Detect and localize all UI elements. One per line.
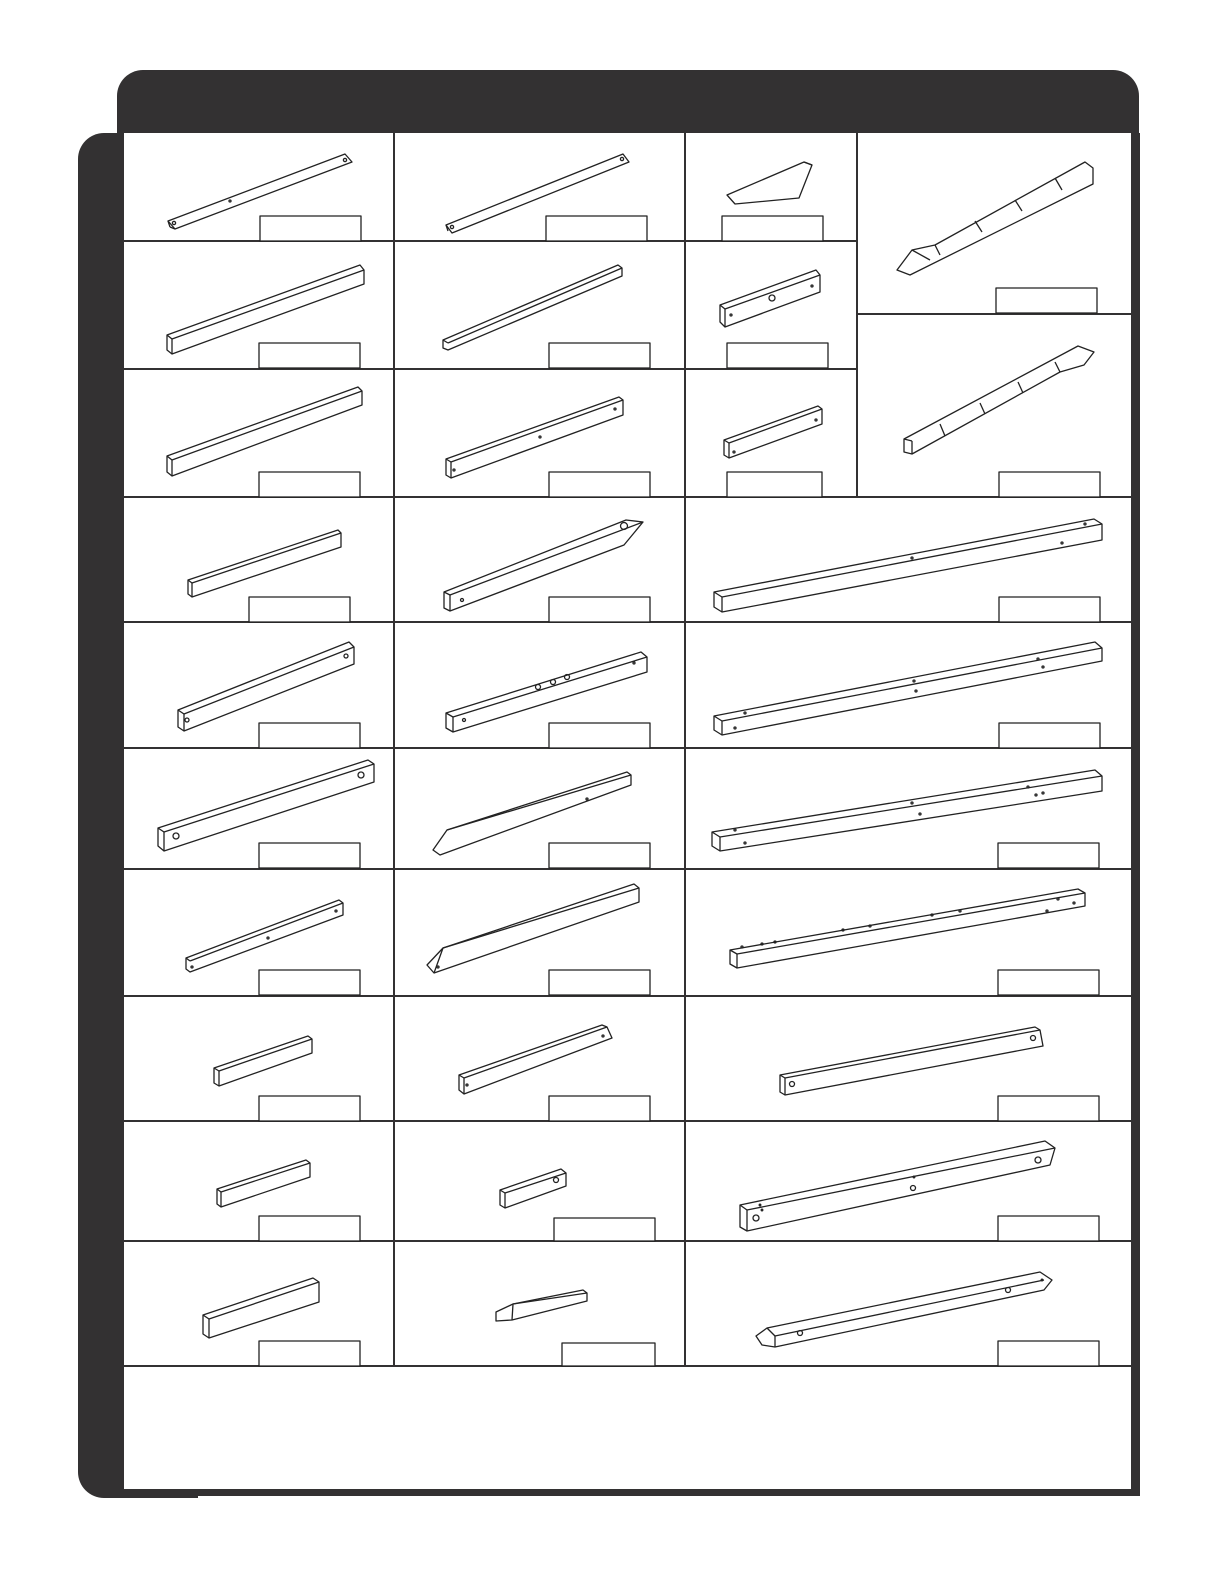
part-p13-label-box bbox=[549, 597, 650, 622]
part-p7-drawing bbox=[443, 265, 622, 350]
part-p15-label-box bbox=[259, 723, 360, 748]
part-p31-label-box bbox=[562, 1343, 655, 1366]
part-p20-label-box bbox=[998, 843, 1099, 868]
part-p12-drawing bbox=[188, 530, 341, 597]
part-p8-label-box bbox=[727, 343, 828, 368]
part-p21-label-box bbox=[259, 970, 360, 995]
part-p29-label-box bbox=[998, 1216, 1099, 1241]
part-p6-drawing bbox=[167, 265, 364, 354]
part-p10-label-box bbox=[549, 472, 650, 497]
part-p11-drawing bbox=[724, 406, 822, 458]
part-p14-label-box bbox=[999, 597, 1100, 622]
part-p18-drawing bbox=[158, 760, 374, 851]
part-p30-label-box bbox=[259, 1341, 360, 1366]
part-p17-drawing bbox=[714, 642, 1102, 735]
part-p22-drawing bbox=[427, 884, 639, 973]
part-p32-label-box bbox=[998, 1341, 1099, 1366]
part-p6-label-box bbox=[259, 343, 360, 368]
part-p23-label-box bbox=[998, 970, 1099, 995]
part-p25-label-box bbox=[549, 1096, 650, 1121]
part-p17-label-box bbox=[999, 723, 1100, 748]
part-p11-label-box bbox=[727, 472, 822, 497]
part-p1-label-box bbox=[260, 216, 361, 241]
part-p4-label-box bbox=[996, 288, 1097, 313]
part-p26-drawing bbox=[780, 1027, 1043, 1095]
part-p3-drawing bbox=[727, 162, 812, 204]
part-p28-drawing bbox=[500, 1169, 566, 1208]
part-p4-drawing bbox=[897, 162, 1093, 275]
part-p7-label-box bbox=[549, 343, 650, 368]
part-p32-drawing bbox=[756, 1272, 1052, 1347]
part-p26-label-box bbox=[998, 1096, 1099, 1121]
part-p30-drawing bbox=[203, 1278, 319, 1338]
part-p10-drawing bbox=[446, 397, 623, 478]
part-p28-label-box bbox=[554, 1218, 655, 1241]
part-p23-drawing bbox=[730, 889, 1085, 968]
part-p21-drawing bbox=[186, 900, 343, 972]
part-p24-drawing bbox=[214, 1036, 312, 1086]
part-p16-drawing bbox=[446, 652, 647, 732]
part-p25-drawing bbox=[459, 1025, 612, 1094]
part-p16-label-box bbox=[549, 723, 650, 748]
part-p27-drawing bbox=[217, 1160, 310, 1207]
part-p3-label-box bbox=[722, 216, 823, 241]
part-p8-drawing bbox=[720, 270, 820, 327]
part-p2-label-box bbox=[546, 216, 647, 241]
part-p31-drawing bbox=[496, 1290, 587, 1321]
part-p9-drawing bbox=[167, 387, 362, 476]
part-p22-label-box bbox=[549, 970, 650, 995]
part-p27-label-box bbox=[259, 1216, 360, 1241]
part-p24-label-box bbox=[259, 1096, 360, 1121]
part-p18-label-box bbox=[259, 843, 360, 868]
part-p5-drawing bbox=[904, 346, 1094, 454]
part-p9-label-box bbox=[259, 472, 360, 497]
part-p15-drawing bbox=[178, 642, 354, 731]
part-p20-drawing bbox=[712, 770, 1102, 851]
part-p12-label-box bbox=[249, 597, 350, 622]
part-p5-label-box bbox=[999, 472, 1100, 497]
part-p19-label-box bbox=[549, 843, 650, 868]
